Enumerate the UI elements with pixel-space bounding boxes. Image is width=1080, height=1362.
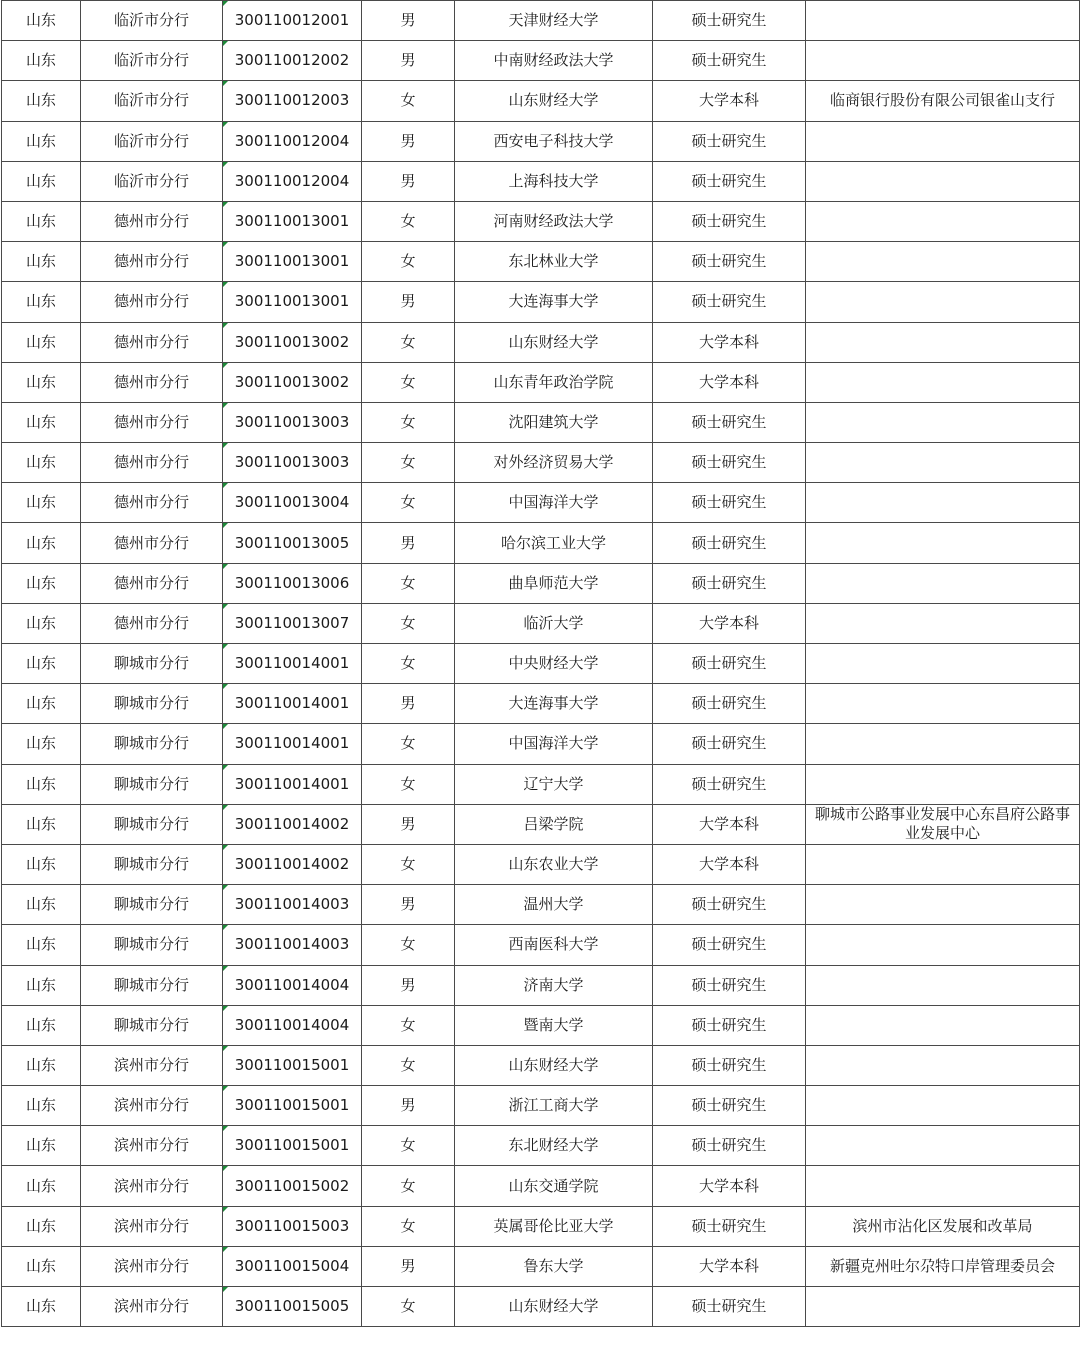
position-code-cell: 300110013005 <box>223 523 362 563</box>
work-unit-cell: 滨州市沾化区发展和改革局 <box>806 1206 1080 1246</box>
table-row <box>2 885 1080 925</box>
education-cell: 硕士研究生 <box>653 1206 806 1246</box>
position-code-cell: 300110013001 <box>223 242 362 282</box>
province-cell: 山东 <box>2 925 81 965</box>
school-cell: 哈尔滨工业大学 <box>455 523 653 563</box>
school-cell: 西南医科大学 <box>455 925 653 965</box>
province-cell: 山东 <box>2 684 81 724</box>
branch-cell: 德州市分行 <box>81 483 223 523</box>
position-code-cell: 300110013007 <box>223 603 362 643</box>
school-cell: 吕梁学院 <box>455 804 653 844</box>
education-cell: 硕士研究生 <box>653 523 806 563</box>
position-code-cell: 300110015004 <box>223 1246 362 1286</box>
gender-cell: 女 <box>362 443 455 483</box>
gender-cell: 男 <box>362 684 455 724</box>
branch-cell: 临沂市分行 <box>81 81 223 121</box>
branch-cell: 德州市分行 <box>81 402 223 442</box>
table-row <box>2 1166 1080 1206</box>
gender-cell: 女 <box>362 402 455 442</box>
table-row <box>2 161 1080 201</box>
table-row <box>2 563 1080 603</box>
work-unit-cell <box>806 965 1080 1005</box>
province-cell: 山东 <box>2 1 81 41</box>
school-cell: 临沂大学 <box>455 603 653 643</box>
position-code-cell: 300110014003 <box>223 925 362 965</box>
work-unit-cell: 临商银行股份有限公司银雀山支行 <box>806 81 1080 121</box>
branch-cell: 滨州市分行 <box>81 1287 223 1327</box>
education-cell: 硕士研究生 <box>653 885 806 925</box>
school-cell: 对外经济贸易大学 <box>455 443 653 483</box>
position-code-cell: 300110013002 <box>223 322 362 362</box>
position-code-cell: 300110012003 <box>223 81 362 121</box>
branch-cell: 滨州市分行 <box>81 1166 223 1206</box>
position-code-cell: 300110012004 <box>223 121 362 161</box>
school-cell: 济南大学 <box>455 965 653 1005</box>
province-cell: 山东 <box>2 644 81 684</box>
school-cell: 山东农业大学 <box>455 844 653 884</box>
table-row <box>2 644 1080 684</box>
gender-cell: 男 <box>362 965 455 1005</box>
work-unit-cell <box>806 1045 1080 1085</box>
education-cell: 硕士研究生 <box>653 242 806 282</box>
table-row <box>2 684 1080 724</box>
education-cell: 硕士研究生 <box>653 764 806 804</box>
branch-cell: 聊城市分行 <box>81 644 223 684</box>
gender-cell: 女 <box>362 242 455 282</box>
branch-cell: 德州市分行 <box>81 322 223 362</box>
province-cell: 山东 <box>2 1287 81 1327</box>
province-cell: 山东 <box>2 523 81 563</box>
branch-cell: 德州市分行 <box>81 523 223 563</box>
work-unit-cell <box>806 1 1080 41</box>
position-code-cell: 300110015001 <box>223 1086 362 1126</box>
table-row <box>2 483 1080 523</box>
gender-cell: 女 <box>362 724 455 764</box>
school-cell: 东北财经大学 <box>455 1126 653 1166</box>
province-cell: 山东 <box>2 1166 81 1206</box>
gender-cell: 女 <box>362 201 455 241</box>
province-cell: 山东 <box>2 201 81 241</box>
province-cell: 山东 <box>2 121 81 161</box>
province-cell: 山东 <box>2 965 81 1005</box>
position-code-cell: 300110012002 <box>223 41 362 81</box>
position-code-cell: 300110015002 <box>223 1166 362 1206</box>
table-row <box>2 362 1080 402</box>
province-cell: 山东 <box>2 563 81 603</box>
recruitment-table <box>1 0 1080 1327</box>
province-cell: 山东 <box>2 443 81 483</box>
education-cell: 大学本科 <box>653 804 806 844</box>
work-unit-cell <box>806 523 1080 563</box>
table-row <box>2 844 1080 884</box>
table-row <box>2 1246 1080 1286</box>
province-cell: 山东 <box>2 885 81 925</box>
school-cell: 大连海事大学 <box>455 282 653 322</box>
table-row <box>2 242 1080 282</box>
table-row <box>2 1 1080 41</box>
branch-cell: 德州市分行 <box>81 603 223 643</box>
position-code-cell: 300110013003 <box>223 402 362 442</box>
province-cell: 山东 <box>2 322 81 362</box>
province-cell: 山东 <box>2 1246 81 1286</box>
education-cell: 硕士研究生 <box>653 965 806 1005</box>
branch-cell: 聊城市分行 <box>81 925 223 965</box>
table-row <box>2 804 1080 844</box>
table-row <box>2 1005 1080 1045</box>
work-unit-cell <box>806 1287 1080 1327</box>
position-code-cell: 300110013004 <box>223 483 362 523</box>
school-cell: 中央财经大学 <box>455 644 653 684</box>
work-unit-cell <box>806 121 1080 161</box>
province-cell: 山东 <box>2 282 81 322</box>
school-cell: 曲阜师范大学 <box>455 563 653 603</box>
education-cell: 大学本科 <box>653 1246 806 1286</box>
position-code-cell: 300110013001 <box>223 282 362 322</box>
education-cell: 硕士研究生 <box>653 201 806 241</box>
education-cell: 硕士研究生 <box>653 1126 806 1166</box>
table-row <box>2 81 1080 121</box>
table-row <box>2 523 1080 563</box>
school-cell: 河南财经政法大学 <box>455 201 653 241</box>
province-cell: 山东 <box>2 724 81 764</box>
work-unit-cell <box>806 402 1080 442</box>
school-cell: 中国海洋大学 <box>455 724 653 764</box>
education-cell: 大学本科 <box>653 322 806 362</box>
work-unit-cell <box>806 1005 1080 1045</box>
school-cell: 温州大学 <box>455 885 653 925</box>
position-code-cell: 300110014001 <box>223 764 362 804</box>
education-cell: 硕士研究生 <box>653 1086 806 1126</box>
gender-cell: 女 <box>362 563 455 603</box>
position-code-cell: 300110014001 <box>223 724 362 764</box>
education-cell: 硕士研究生 <box>653 443 806 483</box>
branch-cell: 聊城市分行 <box>81 684 223 724</box>
position-code-cell: 300110014004 <box>223 965 362 1005</box>
branch-cell: 德州市分行 <box>81 443 223 483</box>
school-cell: 沈阳建筑大学 <box>455 402 653 442</box>
province-cell: 山东 <box>2 1005 81 1045</box>
branch-cell: 聊城市分行 <box>81 1005 223 1045</box>
work-unit-cell <box>806 322 1080 362</box>
school-cell: 中国海洋大学 <box>455 483 653 523</box>
school-cell: 中南财经政法大学 <box>455 41 653 81</box>
table-row <box>2 282 1080 322</box>
work-unit-cell <box>806 885 1080 925</box>
work-unit-cell: 聊城市公路事业发展中心东昌府公路事业发展中心 <box>806 804 1080 844</box>
education-cell: 硕士研究生 <box>653 483 806 523</box>
education-cell: 大学本科 <box>653 844 806 884</box>
gender-cell: 女 <box>362 644 455 684</box>
education-cell: 硕士研究生 <box>653 121 806 161</box>
branch-cell: 德州市分行 <box>81 563 223 603</box>
branch-cell: 聊城市分行 <box>81 965 223 1005</box>
gender-cell: 男 <box>362 161 455 201</box>
gender-cell: 女 <box>362 764 455 804</box>
gender-cell: 女 <box>362 362 455 402</box>
work-unit-cell <box>806 844 1080 884</box>
school-cell: 西安电子科技大学 <box>455 121 653 161</box>
position-code-cell: 300110014002 <box>223 844 362 884</box>
school-cell: 山东财经大学 <box>455 81 653 121</box>
table-row <box>2 201 1080 241</box>
work-unit-cell <box>806 282 1080 322</box>
school-cell: 山东财经大学 <box>455 1045 653 1085</box>
position-code-cell: 300110014001 <box>223 684 362 724</box>
school-cell: 浙江工商大学 <box>455 1086 653 1126</box>
province-cell: 山东 <box>2 1086 81 1126</box>
province-cell: 山东 <box>2 81 81 121</box>
work-unit-cell <box>806 201 1080 241</box>
education-cell: 大学本科 <box>653 1166 806 1206</box>
education-cell: 硕士研究生 <box>653 282 806 322</box>
province-cell: 山东 <box>2 603 81 643</box>
position-code-cell: 300110012001 <box>223 1 362 41</box>
work-unit-cell <box>806 684 1080 724</box>
education-cell: 硕士研究生 <box>653 644 806 684</box>
branch-cell: 聊城市分行 <box>81 764 223 804</box>
province-cell: 山东 <box>2 242 81 282</box>
table-row <box>2 603 1080 643</box>
province-cell: 山东 <box>2 804 81 844</box>
province-cell: 山东 <box>2 402 81 442</box>
branch-cell: 滨州市分行 <box>81 1206 223 1246</box>
table-row <box>2 965 1080 1005</box>
gender-cell: 女 <box>362 322 455 362</box>
table-row <box>2 322 1080 362</box>
branch-cell: 聊城市分行 <box>81 804 223 844</box>
table-row <box>2 764 1080 804</box>
education-cell: 硕士研究生 <box>653 1045 806 1085</box>
gender-cell: 女 <box>362 1287 455 1327</box>
province-cell: 山东 <box>2 362 81 402</box>
position-code-cell: 300110015003 <box>223 1206 362 1246</box>
school-cell: 天津财经大学 <box>455 1 653 41</box>
position-code-cell: 300110014003 <box>223 885 362 925</box>
work-unit-cell: 新疆克州吐尔尕特口岸管理委员会 <box>806 1246 1080 1286</box>
branch-cell: 聊城市分行 <box>81 724 223 764</box>
work-unit-cell <box>806 242 1080 282</box>
gender-cell: 男 <box>362 1086 455 1126</box>
education-cell: 硕士研究生 <box>653 1 806 41</box>
work-unit-cell <box>806 764 1080 804</box>
work-unit-cell <box>806 644 1080 684</box>
branch-cell: 滨州市分行 <box>81 1126 223 1166</box>
branch-cell: 聊城市分行 <box>81 844 223 884</box>
work-unit-cell <box>806 443 1080 483</box>
education-cell: 大学本科 <box>653 362 806 402</box>
education-cell: 大学本科 <box>653 81 806 121</box>
branch-cell: 聊城市分行 <box>81 885 223 925</box>
gender-cell: 男 <box>362 282 455 322</box>
education-cell: 硕士研究生 <box>653 1005 806 1045</box>
education-cell: 硕士研究生 <box>653 563 806 603</box>
position-code-cell: 300110013003 <box>223 443 362 483</box>
position-code-cell: 300110013006 <box>223 563 362 603</box>
branch-cell: 德州市分行 <box>81 282 223 322</box>
school-cell: 山东交通学院 <box>455 1166 653 1206</box>
branch-cell: 德州市分行 <box>81 242 223 282</box>
gender-cell: 男 <box>362 885 455 925</box>
work-unit-cell <box>806 362 1080 402</box>
school-cell: 山东财经大学 <box>455 322 653 362</box>
gender-cell: 男 <box>362 1246 455 1286</box>
branch-cell: 临沂市分行 <box>81 41 223 81</box>
branch-cell: 临沂市分行 <box>81 161 223 201</box>
school-cell: 鲁东大学 <box>455 1246 653 1286</box>
education-cell: 硕士研究生 <box>653 161 806 201</box>
gender-cell: 女 <box>362 603 455 643</box>
gender-cell: 男 <box>362 804 455 844</box>
position-code-cell: 300110012004 <box>223 161 362 201</box>
position-code-cell: 300110014001 <box>223 644 362 684</box>
branch-cell: 德州市分行 <box>81 201 223 241</box>
gender-cell: 女 <box>362 1166 455 1206</box>
branch-cell: 临沂市分行 <box>81 121 223 161</box>
table-row <box>2 1287 1080 1327</box>
province-cell: 山东 <box>2 844 81 884</box>
table-row <box>2 1126 1080 1166</box>
branch-cell: 德州市分行 <box>81 362 223 402</box>
education-cell: 大学本科 <box>653 603 806 643</box>
gender-cell: 男 <box>362 523 455 563</box>
work-unit-cell <box>806 1126 1080 1166</box>
gender-cell: 女 <box>362 81 455 121</box>
province-cell: 山东 <box>2 1045 81 1085</box>
branch-cell: 滨州市分行 <box>81 1086 223 1126</box>
position-code-cell: 300110015005 <box>223 1287 362 1327</box>
province-cell: 山东 <box>2 1206 81 1246</box>
table-row <box>2 925 1080 965</box>
gender-cell: 女 <box>362 1005 455 1045</box>
work-unit-cell <box>806 1166 1080 1206</box>
gender-cell: 女 <box>362 1126 455 1166</box>
gender-cell: 男 <box>362 41 455 81</box>
table-row <box>2 1086 1080 1126</box>
work-unit-cell <box>806 925 1080 965</box>
table-body <box>2 1 1080 1327</box>
position-code-cell: 300110014004 <box>223 1005 362 1045</box>
work-unit-cell <box>806 563 1080 603</box>
gender-cell: 女 <box>362 1206 455 1246</box>
education-cell: 硕士研究生 <box>653 684 806 724</box>
school-cell: 大连海事大学 <box>455 684 653 724</box>
table-row <box>2 41 1080 81</box>
gender-cell: 女 <box>362 844 455 884</box>
province-cell: 山东 <box>2 41 81 81</box>
position-code-cell: 300110015001 <box>223 1126 362 1166</box>
position-code-cell: 300110013001 <box>223 201 362 241</box>
work-unit-cell <box>806 724 1080 764</box>
school-cell: 东北林业大学 <box>455 242 653 282</box>
gender-cell: 女 <box>362 1045 455 1085</box>
position-code-cell: 300110014002 <box>223 804 362 844</box>
table-row <box>2 1206 1080 1246</box>
work-unit-cell <box>806 603 1080 643</box>
education-cell: 硕士研究生 <box>653 41 806 81</box>
position-code-cell: 300110015001 <box>223 1045 362 1085</box>
education-cell: 硕士研究生 <box>653 925 806 965</box>
school-cell: 暨南大学 <box>455 1005 653 1045</box>
table-row <box>2 724 1080 764</box>
school-cell: 英属哥伦比亚大学 <box>455 1206 653 1246</box>
education-cell: 硕士研究生 <box>653 1287 806 1327</box>
gender-cell: 男 <box>362 1 455 41</box>
province-cell: 山东 <box>2 764 81 804</box>
education-cell: 硕士研究生 <box>653 724 806 764</box>
work-unit-cell <box>806 483 1080 523</box>
school-cell: 山东青年政治学院 <box>455 362 653 402</box>
province-cell: 山东 <box>2 1126 81 1166</box>
work-unit-cell <box>806 1086 1080 1126</box>
position-code-cell: 300110013002 <box>223 362 362 402</box>
gender-cell: 女 <box>362 483 455 523</box>
school-cell: 辽宁大学 <box>455 764 653 804</box>
branch-cell: 滨州市分行 <box>81 1246 223 1286</box>
gender-cell: 女 <box>362 925 455 965</box>
school-cell: 山东财经大学 <box>455 1287 653 1327</box>
table-row <box>2 1045 1080 1085</box>
school-cell: 上海科技大学 <box>455 161 653 201</box>
work-unit-cell <box>806 161 1080 201</box>
table-row <box>2 121 1080 161</box>
branch-cell: 滨州市分行 <box>81 1045 223 1085</box>
education-cell: 硕士研究生 <box>653 402 806 442</box>
gender-cell: 男 <box>362 121 455 161</box>
work-unit-cell <box>806 41 1080 81</box>
province-cell: 山东 <box>2 161 81 201</box>
table-row <box>2 443 1080 483</box>
branch-cell: 临沂市分行 <box>81 1 223 41</box>
table-row <box>2 402 1080 442</box>
province-cell: 山东 <box>2 483 81 523</box>
